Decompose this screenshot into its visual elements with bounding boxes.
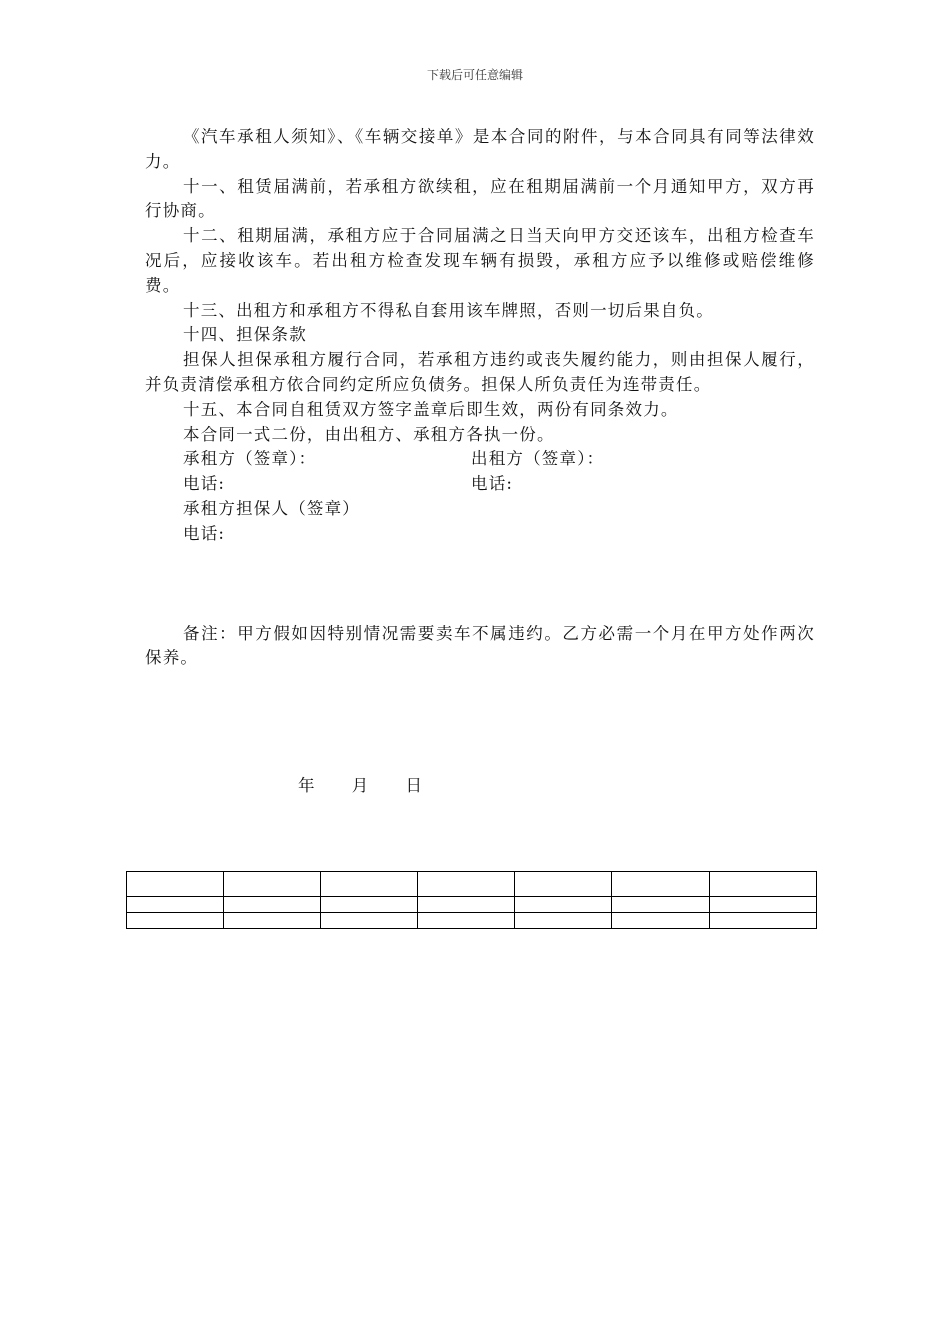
paragraph-clause-11: 十一、租赁届满前，若承租方欲续租，应在租期届满前一个月通知甲方，双方再行协商。 bbox=[145, 176, 815, 221]
date-line bbox=[298, 772, 453, 796]
table-cell bbox=[515, 897, 612, 913]
paragraph-copies: 本合同一式二份，由出租方、承租方各执一份。 bbox=[183, 424, 555, 444]
paragraph-clause-15: 十五、本合同自租赁双方签字盖章后即生效，两份有同条效力。 bbox=[183, 399, 679, 419]
table-cell bbox=[321, 897, 418, 913]
paragraph-clause-12: 十二、租期届满，承租方应于合同届满之日当天向甲方交还该车，出租方检查车况后，应接收该车。若出租方检查发现车辆有损毁，承租方应予以维修或赔偿维修费。 bbox=[145, 226, 815, 295]
table-cell bbox=[710, 897, 817, 913]
guarantor-phone-label: 电话: bbox=[183, 523, 226, 543]
lessee-phone-label: 电话: bbox=[183, 474, 226, 494]
table-cell bbox=[127, 913, 224, 929]
table-cell bbox=[515, 913, 612, 929]
table-cell bbox=[321, 913, 418, 929]
date-year: 年 bbox=[298, 776, 316, 795]
table-cell bbox=[710, 872, 817, 897]
phone-row bbox=[145, 472, 815, 497]
paragraph-clause-14: 十四、担保条款 bbox=[183, 325, 307, 345]
table-cell bbox=[515, 872, 612, 897]
table-cell bbox=[612, 913, 710, 929]
table-cell bbox=[127, 897, 224, 913]
guarantor-signature-label: 承租方担保人（签章） bbox=[183, 498, 360, 518]
table-cell bbox=[710, 913, 817, 929]
document-body bbox=[145, 125, 815, 671]
table-cell bbox=[127, 872, 224, 897]
table-cell bbox=[224, 897, 321, 913]
signature-row bbox=[145, 447, 815, 472]
blank-table bbox=[126, 871, 817, 929]
remark-paragraph: 备注：甲方假如因特别情况需要卖车不属违约。乙方必需一个月在甲方处作两次保养。 bbox=[145, 623, 815, 668]
table-cell bbox=[321, 872, 418, 897]
lessor-phone-label: 电话: bbox=[471, 474, 514, 494]
table-cell bbox=[224, 913, 321, 929]
guarantor-phone-row bbox=[145, 522, 815, 547]
table-row bbox=[127, 872, 817, 897]
table-row bbox=[127, 913, 817, 929]
page-header: 下载后可任意编辑 bbox=[426, 68, 523, 82]
table-cell bbox=[418, 897, 515, 913]
table-cell bbox=[612, 897, 710, 913]
paragraph-clause-13: 十三、出租方和承租方不得私自套用该车牌照，否则一切后果自负。 bbox=[183, 300, 714, 320]
lessor-signature-label: 出租方（签章）： bbox=[471, 449, 605, 469]
lessee-signature-label: 承租方（签章）： bbox=[183, 449, 317, 469]
date-day: 日 bbox=[405, 776, 423, 795]
table-cell bbox=[418, 872, 515, 897]
paragraph-guarantee: 担保人担保承租方履行合同，若承租方违约或丧失履约能力，则由担保人履行，并负责清偿承租方依合同约定所应负债务。担保人所负责任为连带责任。 bbox=[145, 350, 815, 394]
table-cell bbox=[612, 872, 710, 897]
guarantor-row bbox=[145, 497, 815, 522]
date-month: 月 bbox=[351, 776, 370, 795]
table-row bbox=[127, 897, 817, 913]
table-cell bbox=[418, 913, 515, 929]
table-cell bbox=[224, 872, 321, 897]
paragraph-attachments: 《汽车承租人须知》、《车辆交接单》是本合同的附件，与本合同具有同等法律效力。 bbox=[145, 127, 815, 171]
